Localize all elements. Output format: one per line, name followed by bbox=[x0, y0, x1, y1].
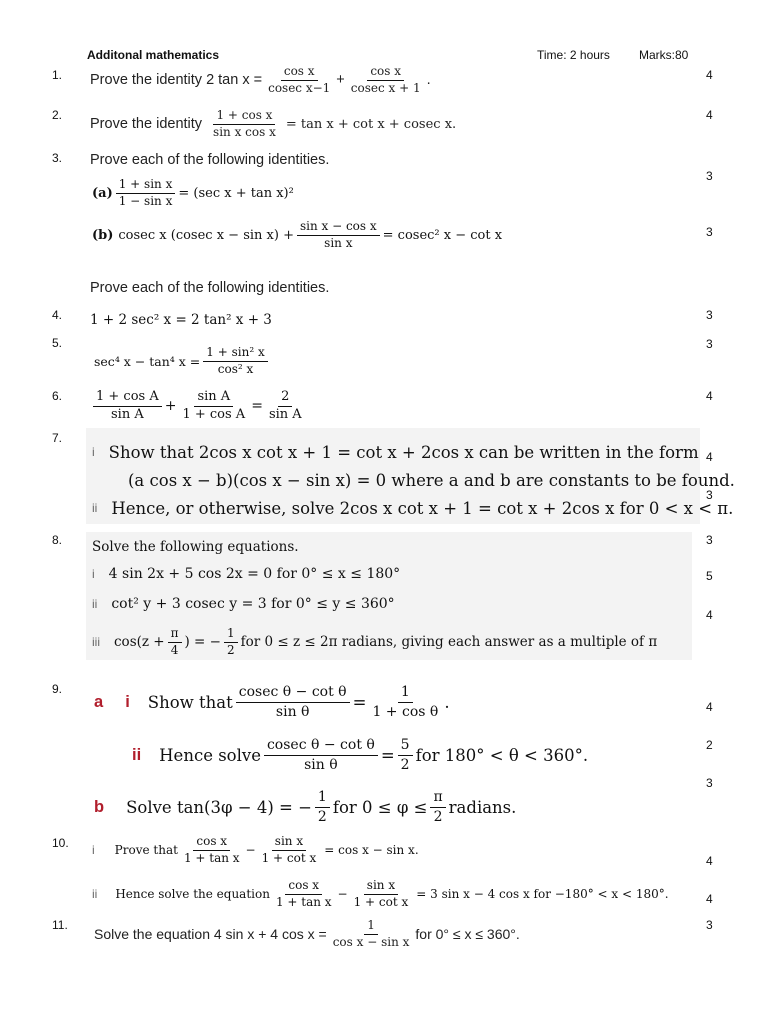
part-label: ii bbox=[92, 597, 98, 611]
denominator: 2 bbox=[226, 642, 235, 657]
denominator: cos x − sin x bbox=[332, 934, 410, 949]
plus-sign: + bbox=[336, 72, 345, 88]
numerator: sin x bbox=[272, 835, 306, 851]
q9aii-fraction-2 bbox=[398, 737, 413, 772]
question-5 bbox=[94, 340, 271, 382]
q7ii-text: Hence, or otherwise, solve 2cos x cot x + 1 = cot x + 2cos x for 0 < x < π. bbox=[111, 498, 734, 518]
numerator: 1 bbox=[398, 684, 413, 702]
minus-sign: − bbox=[337, 887, 348, 901]
q10ii-rhs: = 3 sin x − 4 cos x for −180° < x < 180°. bbox=[416, 887, 669, 901]
denominator: 2 bbox=[400, 756, 410, 773]
q7-part-i-line-2: (a cos x − b)(cos x − sin x) = 0 where a and b are constants to be found. bbox=[128, 470, 735, 490]
plus-sign: + bbox=[164, 398, 177, 414]
marks-value: 3 bbox=[706, 776, 713, 790]
q8iii-post: for 0 ≤ z ≤ 2π radians, giving each answer as a multiple of π bbox=[240, 634, 658, 650]
part-label: (a) bbox=[92, 185, 113, 201]
numerator: cos x bbox=[367, 65, 404, 81]
marks-value: 5 bbox=[706, 569, 713, 583]
marks-value: 4 bbox=[706, 608, 713, 622]
numerator: cosec θ − cot θ bbox=[236, 684, 350, 702]
q9-part-a-ii bbox=[132, 733, 588, 777]
numerator: 1 bbox=[315, 789, 330, 807]
numerator: 1 + sin² x bbox=[203, 346, 267, 362]
q9aii-post: for 180° < θ < 360°. bbox=[415, 745, 589, 765]
numerator: 1 bbox=[224, 627, 238, 643]
q8-part-iii bbox=[92, 622, 657, 662]
denominator: 1 + cos θ bbox=[372, 703, 439, 720]
question-number: 6. bbox=[52, 389, 63, 403]
section-heading: Prove each of the following identities. bbox=[90, 280, 330, 296]
q3b-fraction bbox=[297, 220, 380, 251]
marks-value: 4 bbox=[706, 450, 713, 464]
marks-value: 4 bbox=[706, 108, 713, 122]
q11-pre: Solve the equation 4 sin x + 4 cos x = bbox=[94, 926, 327, 942]
q2-fraction bbox=[210, 109, 279, 140]
marks-value: 4 bbox=[706, 389, 713, 403]
denominator: 2 bbox=[433, 808, 443, 825]
question-4: 1 + 2 sec² x = 2 tan² x + 3 bbox=[90, 312, 272, 328]
denominator: 1 + cot x bbox=[353, 894, 409, 909]
period: . bbox=[426, 72, 431, 88]
numerator: sin x bbox=[364, 879, 398, 895]
denominator: 2 bbox=[317, 808, 327, 825]
question-2 bbox=[90, 104, 456, 144]
question-number: 9. bbox=[52, 682, 63, 696]
subject-title: Additonal mathematics bbox=[87, 48, 220, 62]
denominator: sin x bbox=[324, 235, 353, 250]
q10-part-i bbox=[92, 830, 419, 870]
numerator: cos x bbox=[281, 65, 318, 81]
q10i-pre: Prove that bbox=[114, 843, 178, 857]
minus-sign: − bbox=[245, 843, 256, 857]
question-number: 10. bbox=[52, 836, 69, 850]
question-number: 7. bbox=[52, 431, 63, 445]
q6-fraction-3 bbox=[266, 390, 305, 423]
denominator: 4 bbox=[170, 642, 179, 657]
q6-fraction-1 bbox=[93, 390, 162, 423]
numerator: sin x − cos x bbox=[297, 220, 380, 236]
marks-value: 4 bbox=[706, 892, 713, 906]
q3a-fraction bbox=[116, 178, 176, 209]
q8ii-text: cot² y + 3 cosec y = 3 for 0° ≤ y ≤ 360° bbox=[111, 596, 395, 612]
equals-sign: = bbox=[352, 692, 367, 712]
q9ai-fraction-2 bbox=[369, 684, 441, 719]
part-label: i bbox=[92, 567, 95, 581]
part-label: iii bbox=[92, 635, 100, 649]
q8iii-fraction-2 bbox=[224, 627, 238, 658]
denominator: cosec x−1 bbox=[268, 80, 331, 95]
q10ii-fraction-1 bbox=[273, 879, 335, 910]
marks-value: 2 bbox=[706, 738, 713, 752]
question-number: 3. bbox=[52, 151, 63, 165]
q9ai-fraction-1 bbox=[236, 684, 350, 719]
q11-fraction bbox=[330, 919, 413, 950]
q8-heading: Solve the following equations. bbox=[92, 539, 299, 555]
numerator: cosec θ − cot θ bbox=[264, 737, 378, 755]
exam-time: Time: 2 hours bbox=[537, 48, 610, 62]
question-number: 2. bbox=[52, 108, 63, 122]
marks-value: 3 bbox=[706, 169, 713, 183]
numerator: 1 + sin x bbox=[116, 178, 176, 194]
q3-part-a bbox=[92, 174, 294, 212]
q9aii-fraction-1 bbox=[264, 737, 378, 772]
q8-part-i bbox=[92, 563, 400, 585]
marks-value: 3 bbox=[706, 308, 713, 322]
denominator: cosec x + 1 bbox=[350, 80, 421, 95]
marks-value: 4 bbox=[706, 700, 713, 714]
q9-part-a-i bbox=[94, 680, 450, 724]
part-label: b bbox=[94, 797, 105, 816]
q10-part-ii bbox=[92, 874, 669, 914]
q9b-pre: Solve tan(3φ − 4) = − bbox=[126, 797, 312, 817]
numerator: sin A bbox=[194, 390, 233, 407]
denominator: 1 + tan x bbox=[183, 850, 240, 865]
marks-value: 3 bbox=[706, 533, 713, 547]
q7i-text-1: Show that 2cos x cot x + 1 = cot x + 2cos x can be written in the form bbox=[108, 442, 699, 462]
q10i-fraction-1 bbox=[181, 835, 243, 866]
q3-heading: Prove each of the following identities. bbox=[90, 152, 330, 168]
q8iii-pre: cos(z + bbox=[114, 634, 165, 650]
question-number: 8. bbox=[52, 533, 63, 547]
q9b-fraction-1 bbox=[315, 789, 330, 824]
denominator: sin x cos x bbox=[213, 124, 276, 139]
q3-part-b bbox=[92, 216, 502, 254]
part-label: (b) bbox=[92, 227, 114, 243]
subpart-label: ii bbox=[132, 745, 142, 764]
numerator: 1 bbox=[364, 919, 378, 935]
q6-fraction-2 bbox=[179, 390, 248, 423]
q10i-rhs: = cos x − sin x. bbox=[324, 843, 419, 857]
q10ii-fraction-2 bbox=[351, 879, 412, 910]
marks-value: 3 bbox=[706, 488, 713, 502]
q7-part-i-line-1 bbox=[92, 440, 699, 464]
question-11 bbox=[94, 914, 520, 954]
q8iii-mid: ) = − bbox=[184, 634, 221, 650]
part-label: i bbox=[92, 843, 95, 857]
numerator: π bbox=[430, 789, 445, 807]
denominator: 1 − sin x bbox=[118, 193, 173, 208]
q3a-rhs: = (sec x + tan x)² bbox=[178, 185, 294, 201]
numerator: 5 bbox=[398, 737, 413, 755]
q1-intro: Prove the identity 2 tan x = bbox=[90, 72, 263, 88]
denominator: sin A bbox=[268, 406, 302, 422]
marks-value: 4 bbox=[706, 854, 713, 868]
q1-fraction-1 bbox=[265, 65, 333, 96]
q10ii-pre: Hence solve the equation bbox=[115, 887, 270, 901]
numerator: 1 + cos x bbox=[213, 109, 275, 125]
numerator: π bbox=[168, 627, 182, 643]
question-number: 5. bbox=[52, 336, 63, 350]
q9b-mid: for 0 ≤ φ ≤ bbox=[332, 797, 428, 817]
q7-part-ii bbox=[92, 496, 733, 520]
q9aii-pre: Hence solve bbox=[159, 745, 261, 765]
period: . bbox=[444, 692, 450, 712]
q9-part-b bbox=[94, 785, 516, 829]
marks-value: 3 bbox=[706, 225, 713, 239]
part-label: ii bbox=[92, 887, 98, 901]
q3b-rhs: = cosec² x − cot x bbox=[382, 227, 503, 243]
part-label: i bbox=[92, 445, 95, 459]
q5-lhs: sec⁴ x − tan⁴ x = bbox=[94, 353, 201, 369]
question-number: 11. bbox=[52, 918, 68, 932]
numerator: 1 + cos A bbox=[93, 390, 162, 407]
numerator: cos x bbox=[285, 879, 322, 895]
equals-sign: = bbox=[380, 745, 395, 765]
q9b-fraction-2 bbox=[430, 789, 445, 824]
q8-part-ii bbox=[92, 593, 395, 615]
numerator: cos x bbox=[193, 835, 230, 851]
part-label: a bbox=[94, 692, 104, 711]
q5-fraction bbox=[203, 346, 267, 377]
numerator: 2 bbox=[278, 390, 292, 407]
q9b-post: radians. bbox=[448, 797, 517, 817]
question-number: 1. bbox=[52, 68, 63, 82]
denominator: 1 + cot x bbox=[261, 850, 317, 865]
q11-post: for 0° ≤ x ≤ 360°. bbox=[415, 926, 520, 942]
q9ai-pre: Show that bbox=[147, 692, 233, 712]
denominator: cos² x bbox=[217, 361, 254, 376]
q8iii-fraction-1 bbox=[168, 627, 182, 658]
marks-value: 3 bbox=[706, 337, 713, 351]
exam-marks: Marks:80 bbox=[639, 48, 689, 62]
subpart-label: i bbox=[125, 692, 130, 711]
q3b-lhs: cosec x (cosec x − sin x) + bbox=[118, 227, 294, 243]
denominator: sin θ bbox=[275, 703, 310, 720]
denominator: 1 + tan x bbox=[275, 894, 332, 909]
equals-sign: = bbox=[251, 398, 263, 414]
q2-rhs: = tan x + cot x + cosec x. bbox=[285, 116, 457, 132]
denominator: sin θ bbox=[304, 756, 338, 773]
denominator: sin A bbox=[111, 406, 144, 422]
marks-value: 3 bbox=[706, 918, 713, 932]
question-number: 4. bbox=[52, 308, 63, 322]
denominator: 1 + cos A bbox=[182, 406, 246, 422]
question-6 bbox=[90, 385, 308, 427]
q8i-text: 4 sin 2x + 5 cos 2x = 0 for 0° ≤ x ≤ 180° bbox=[108, 566, 401, 582]
q2-intro: Prove the identity bbox=[90, 116, 203, 132]
part-label: ii bbox=[92, 501, 98, 515]
q1-fraction-2 bbox=[348, 65, 424, 96]
q10i-fraction-2 bbox=[259, 835, 320, 866]
question-1 bbox=[90, 60, 431, 100]
marks-value: 4 bbox=[706, 68, 713, 82]
